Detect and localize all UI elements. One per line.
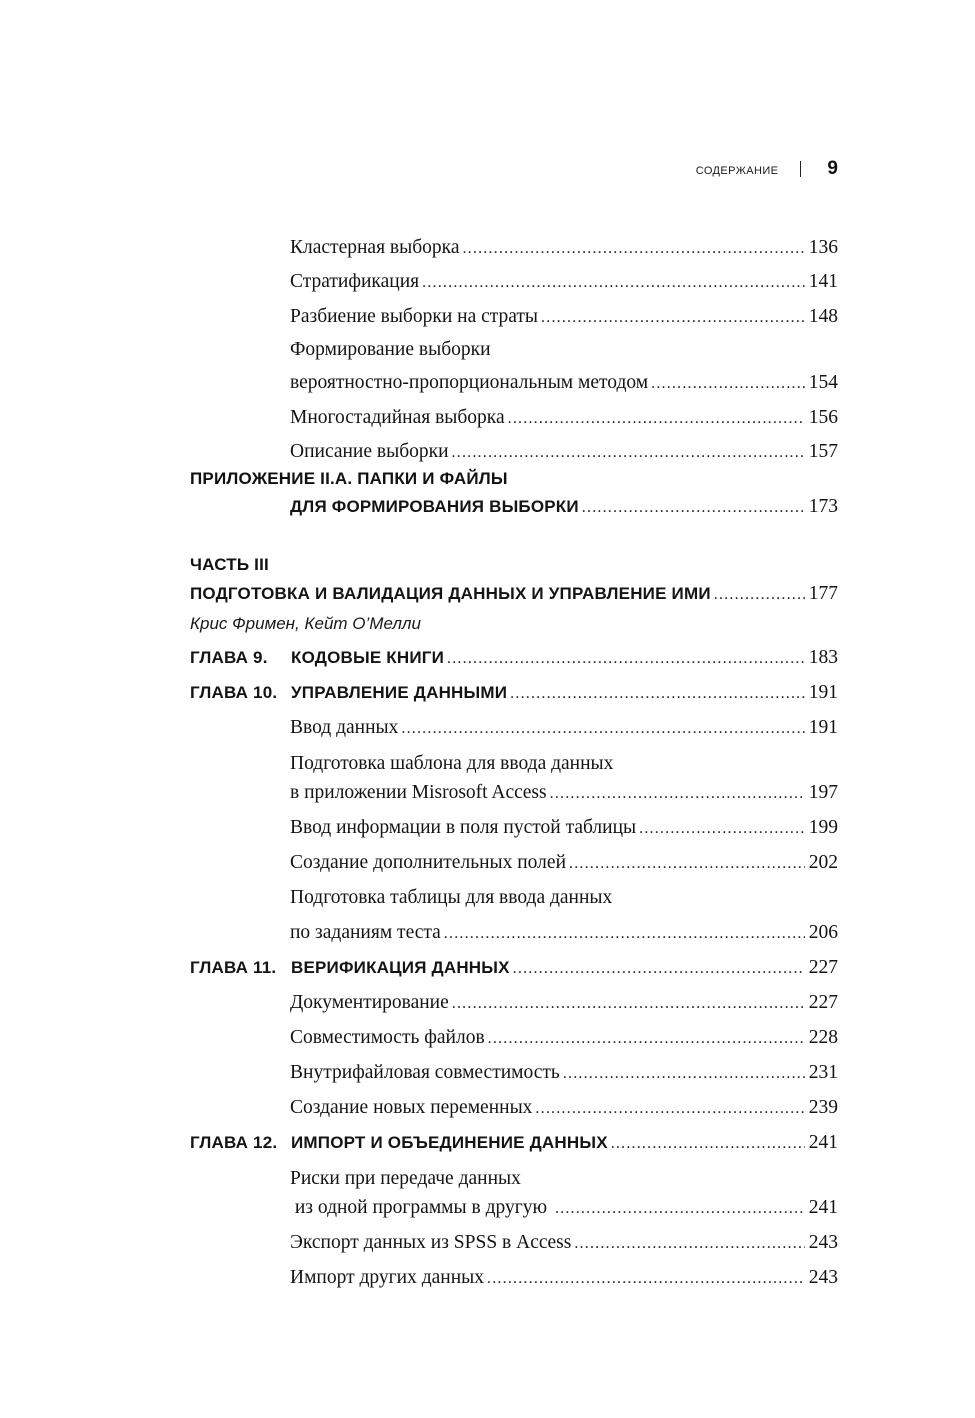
- toc-entry-title-line1: Подготовка таблицы для ввода данных: [290, 887, 613, 908]
- toc-entry[interactable]: [290, 1228, 838, 1259]
- toc-entry-page: 243: [808, 1232, 838, 1253]
- toc-entry[interactable]: [290, 233, 838, 264]
- toc-entry-chapter[interactable]: [190, 643, 838, 674]
- leader-dots: [535, 1094, 804, 1124]
- toc-entry-title-line1: Формирование выборки: [290, 339, 491, 360]
- toc-entry-page: 206: [808, 922, 838, 943]
- toc-entry-title-line2: из одной программы в другую: [290, 1197, 552, 1218]
- chapter-title: ВЕРИФИКАЦИЯ ДАННЫХ: [291, 958, 510, 977]
- toc-entry-title: Стратификация: [290, 271, 420, 292]
- toc-entry-chapter[interactable]: [190, 953, 838, 984]
- toc-entry-title: Документирование: [290, 992, 449, 1013]
- toc-entry-title: Кластерная выборка: [290, 237, 460, 258]
- toc-entry[interactable]: [290, 1058, 838, 1089]
- leader-dots: [447, 644, 805, 674]
- leader-dots: [452, 989, 805, 1019]
- toc-entry[interactable]: [290, 403, 838, 434]
- chapter-heading: [190, 643, 444, 673]
- leader-dots: [462, 234, 804, 264]
- leader-dots: [488, 1024, 805, 1054]
- appendix-title-line1: ПРИЛОЖЕНИЕ II.A. ПАПКИ И ФАЙЛЫ: [190, 469, 508, 488]
- leader-dots: [513, 954, 805, 984]
- running-title: СОДЕРЖАНИЕ: [695, 165, 779, 177]
- toc-entry-page: 141: [808, 271, 838, 292]
- toc-entry-page: 191: [808, 717, 838, 738]
- toc-entry-page: 136: [808, 237, 838, 258]
- toc-entry[interactable]: [290, 778, 838, 809]
- toc-entry[interactable]: [290, 1263, 838, 1294]
- toc-entry[interactable]: [290, 918, 838, 949]
- toc-entry-title-line2: вероятностно-пропорциональным методом: [290, 372, 649, 393]
- appendix-title-line2: ДЛЯ ФОРМИРОВАНИЯ ВЫБОРКИ: [290, 497, 579, 516]
- chapter-number: ГЛАВА 12.: [190, 1133, 278, 1152]
- leader-dots: [651, 369, 805, 399]
- toc-entry-page: 241: [808, 1132, 838, 1153]
- toc-entry-page: 228: [808, 1027, 838, 1048]
- toc-entry[interactable]: [290, 813, 838, 844]
- part-authors: Крис Фримен, Кейт О’Мелли: [190, 614, 421, 633]
- toc-entry-title-line2: в приложении Misrosoft Access: [290, 782, 547, 803]
- toc-entry-page: 148: [808, 306, 838, 327]
- chapter-number: ГЛАВА 10.: [190, 683, 278, 702]
- toc-entry[interactable]: [290, 302, 838, 333]
- toc-entry-page: 197: [808, 782, 838, 803]
- toc-entry-title: Создание новых переменных: [290, 1097, 533, 1118]
- toc-entry-chapter[interactable]: [190, 678, 838, 709]
- chapter-title: КОДОВЫЕ КНИГИ: [291, 648, 445, 667]
- chapter-number: ГЛАВА 11.: [190, 958, 277, 977]
- toc-entry-title: Импорт других данных: [290, 1267, 485, 1288]
- toc-entry-title: Ввод информации в поля пустой таблицы: [290, 817, 637, 838]
- toc-entry-page: 227: [808, 957, 838, 978]
- page-number: 9: [827, 158, 838, 179]
- toc-entry-title-line1: Риски при передаче данных: [290, 1168, 521, 1189]
- header-divider: [800, 161, 801, 177]
- leader-dots: [550, 779, 805, 809]
- leader-dots: [401, 714, 804, 744]
- leader-dots: [582, 493, 805, 523]
- toc-entry[interactable]: [290, 713, 838, 744]
- toc-entry[interactable]: [290, 848, 838, 879]
- leader-dots: [639, 814, 805, 844]
- chapter-heading: [190, 1128, 608, 1158]
- part-title: ПОДГОТОВКА И ВАЛИДАЦИЯ ДАННЫХ И УПРАВЛЕНИЕ ИМИ: [190, 584, 711, 603]
- chapter-number: ГЛАВА 9.: [190, 648, 268, 667]
- toc-entry[interactable]: [290, 988, 838, 1019]
- toc-entry[interactable]: [290, 1023, 838, 1054]
- toc-entry-page: 183: [808, 647, 838, 668]
- toc-entry-page: 231: [808, 1062, 838, 1083]
- leader-dots: [611, 1129, 805, 1159]
- toc-entry-page: 191: [808, 682, 838, 703]
- toc-entry-part[interactable]: [190, 579, 838, 610]
- leader-dots: [563, 1059, 805, 1089]
- part-label: ЧАСТЬ III: [190, 555, 269, 574]
- leader-dots: [555, 1194, 805, 1224]
- leader-dots: [714, 580, 805, 610]
- toc-entry-title-line1: Подготовка шаблона для ввода данных: [290, 753, 614, 774]
- toc-entry-title: Разбиение выборки на страты: [290, 306, 539, 327]
- chapter-title: УПРАВЛЕНИЕ ДАННЫМИ: [291, 683, 508, 702]
- toc-entry-title-line2: по заданиям теста: [290, 922, 441, 943]
- toc-entry-chapter[interactable]: [190, 1128, 838, 1159]
- leader-dots: [510, 679, 805, 709]
- toc-entry-page: 243: [808, 1267, 838, 1288]
- toc-entry[interactable]: [290, 267, 838, 298]
- chapter-heading: [190, 678, 507, 708]
- toc-entry-page: 227: [808, 992, 838, 1013]
- toc-entry-page: 173: [808, 496, 838, 517]
- chapter-title: ИМПОРТ И ОБЪЕДИНЕНИЕ ДАННЫХ: [291, 1133, 608, 1152]
- toc-entry-page: 177: [808, 583, 838, 604]
- toc-entry-page: 156: [808, 407, 838, 428]
- leader-dots: [508, 404, 805, 434]
- toc-entry[interactable]: [290, 1093, 838, 1124]
- toc-entry-title: Совместимость файлов: [290, 1027, 485, 1048]
- running-header: [696, 156, 838, 182]
- toc-entry-page: 202: [808, 852, 838, 873]
- toc-entry-title: Внутрифайловая совместимость: [290, 1062, 560, 1083]
- toc-entry-title: Многостадийная выборка: [290, 407, 505, 428]
- chapter-heading: [190, 953, 510, 983]
- toc-entry-title: Создание дополнительных полей: [290, 852, 566, 873]
- leader-dots: [444, 919, 805, 949]
- toc-entry-appendix[interactable]: [290, 492, 838, 523]
- leader-dots: [487, 1264, 805, 1294]
- toc-entry-title: Экспорт данных из SPSS в Access: [290, 1232, 572, 1253]
- leader-dots: [541, 303, 805, 333]
- toc-entry-page: 154: [808, 372, 838, 393]
- leader-dots: [422, 268, 805, 298]
- toc-entry[interactable]: [290, 1193, 838, 1224]
- leader-dots: [574, 1229, 804, 1259]
- toc-entry-title: Описание выборки: [290, 441, 449, 462]
- toc-entry-page: 157: [808, 441, 838, 462]
- toc-entry-page: 241: [808, 1197, 838, 1218]
- toc-entry-title: Ввод данных: [290, 717, 399, 738]
- toc-entry[interactable]: [290, 368, 838, 399]
- toc-entry-page: 199: [808, 817, 838, 838]
- leader-dots: [569, 849, 805, 879]
- toc-entry-page: 239: [808, 1097, 838, 1118]
